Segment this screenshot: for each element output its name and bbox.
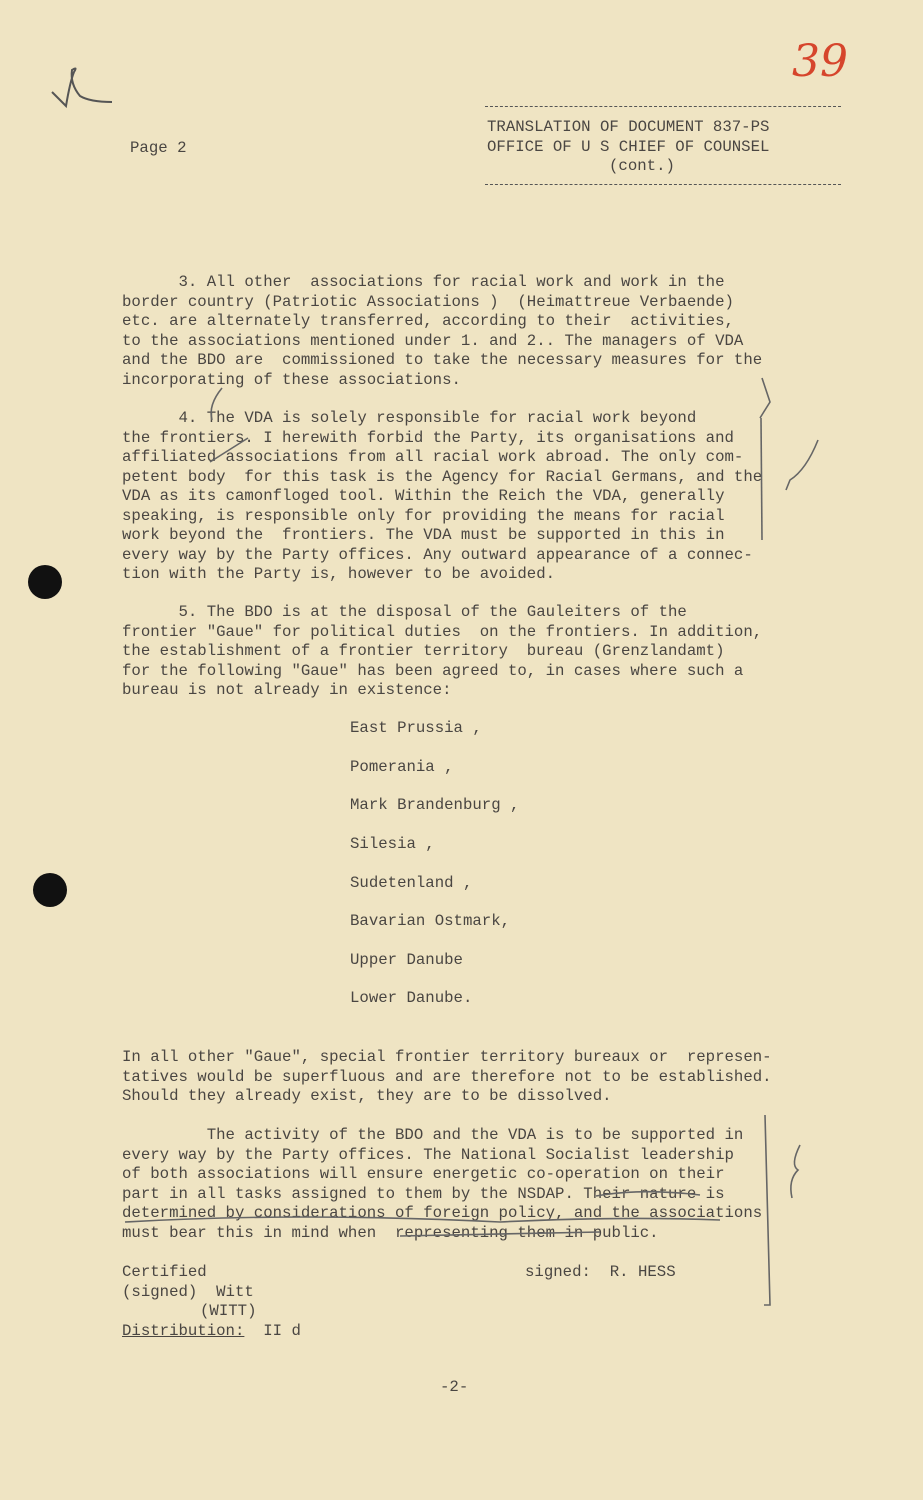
header-line-3: (cont.) — [609, 157, 675, 175]
text-line: to the associations mentioned under 1. and 2.. The managers of VDA — [122, 331, 744, 350]
list-item: Sudetenland , — [350, 874, 473, 892]
text-line: etc. are alternately transferred, according to their activities, — [122, 312, 734, 330]
text-line: tatives would be superfluous and are therefore not to be established. — [122, 1067, 772, 1086]
text-line: part in all tasks assigned to them by the NSDAP. Their nature is — [122, 1184, 725, 1203]
text-line: determined by considerations of foreign policy, and the associations — [122, 1204, 763, 1222]
list-item: Upper Danube — [350, 951, 463, 969]
text-line: every way by the Party offices. The National Socialist leadership — [122, 1145, 734, 1164]
certified-label: Certified — [122, 1263, 207, 1281]
text-line: The activity of the BDO and the VDA is to be supported in — [122, 1126, 744, 1144]
header-line-2: OFFICE OF U S CHIEF OF COUNSEL — [487, 137, 770, 156]
text-line: In all other "Gaue", special frontier territory bureaux or represen- — [122, 1048, 772, 1066]
list-item: Silesia , — [350, 835, 435, 853]
text-line: border country (Patriotic Associations ) (Heimattreue Verbaende) — [122, 292, 734, 311]
text-line: of both associations will ensure energetic co-operation on their — [122, 1165, 725, 1183]
distribution-value: II d — [263, 1321, 301, 1340]
text-line: for the following "Gaue" has been agreed to, in cases where such a — [122, 661, 744, 680]
text-line: the establishment of a frontier territory bureau (Grenzlandamt) — [122, 642, 725, 660]
page-number-annotation: 39 — [792, 36, 848, 87]
text-line: VDA as its camonfloged tool. Within the Reich the VDA, generally — [122, 487, 725, 505]
list-item: Pomerania , — [350, 758, 454, 776]
text-line: work beyond the frontiers. The VDA must be supported in this in — [122, 526, 725, 544]
punch-hole — [28, 565, 62, 599]
list-item: Bavarian Ostmark, — [350, 912, 511, 930]
distribution-label: Distribution: — [122, 1321, 245, 1340]
punch-hole — [33, 873, 67, 907]
text-line: 5. The BDO is at the disposal of the Gauleiters of the — [122, 603, 687, 621]
page-label: Page 2 — [130, 139, 187, 157]
header-line-1: TRANSLATION OF DOCUMENT 837-PS — [487, 118, 770, 136]
text-line: frontier "Gaue" for political duties on the frontiers. In addition, — [122, 622, 763, 641]
signed-hess: signed: R. HESS — [525, 1263, 676, 1281]
text-line: 4. The VDA is solely responsible for racial work beyond — [122, 409, 697, 427]
text-line: petent body for this task is the Agency for Racial Germans, and the — [122, 467, 763, 486]
text-line: must bear this in mind when representing them in public. — [122, 1223, 659, 1242]
witt-name: (WITT) — [200, 1302, 257, 1320]
list-item: Mark Brandenburg , — [350, 796, 520, 814]
text-line: bureau is not already in existence: — [122, 681, 452, 699]
signed-witt: (signed) Witt — [122, 1282, 254, 1301]
text-line: every way by the Party offices. Any outward appearance of a connec- — [122, 545, 753, 564]
text-line: Should they already exist, they are to be dissolved. — [122, 1087, 612, 1105]
text-line: tion with the Party is, however to be avoided. — [122, 565, 556, 583]
text-line: speaking, is responsible only for providing the means for racial — [122, 506, 725, 525]
text-line: and the BDO are commissioned to take the necessary measures for the — [122, 351, 763, 369]
list-item: Lower Danube. — [350, 989, 473, 1007]
text-line: the frontiers. I herewith forbid the Party, its organisations and — [122, 428, 734, 447]
text-line: affiliated associations from all racial work abroad. The only com- — [122, 448, 744, 466]
text-line: 3. All other associations for racial work and work in the — [122, 273, 725, 291]
text-line: incorporating of these associations. — [122, 370, 461, 389]
list-item: East Prussia , — [350, 719, 482, 737]
page-footer: -2- — [440, 1378, 469, 1396]
